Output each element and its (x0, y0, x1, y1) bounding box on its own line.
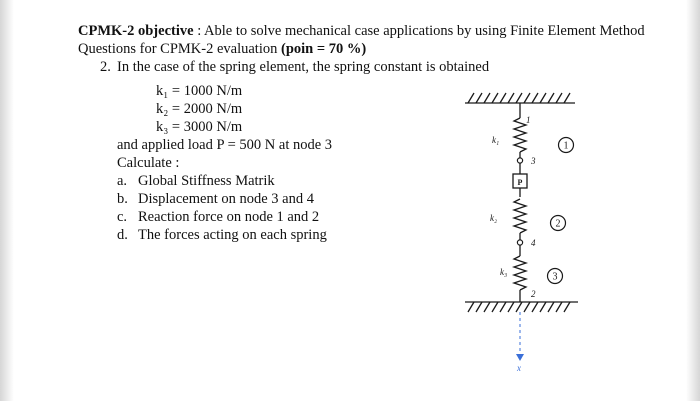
spring-constant-k2: k₂ = 2000 N/m (156, 101, 243, 117)
question-intro: In the case of the spring element, the spring constant is obtained (117, 59, 490, 75)
node-3 (517, 158, 522, 163)
item-text: Displacement on node 3 and 4 (138, 191, 314, 207)
question-number: 2. (100, 59, 111, 75)
questions-line (78, 40, 366, 58)
spring-k3 (514, 256, 526, 290)
spring-label-k2: k₂ (490, 213, 498, 223)
spring-constant-k3: k₃ = 3000 N/m (156, 119, 243, 135)
questions-text: Questions for CPMK-2 evaluation (78, 41, 281, 57)
item-marker: a. (117, 173, 128, 189)
calculate-label: Calculate : (117, 155, 180, 171)
objective-label: CPMK-2 objective (78, 23, 194, 39)
item-text: The forces acting on each spring (138, 227, 327, 243)
item-text: Reaction force on node 1 and 2 (138, 209, 320, 225)
questions-weight: (poin = 70 %) (280, 41, 367, 57)
node-label-1: 1 (526, 115, 531, 125)
objective-line (78, 22, 645, 40)
bottom-fixed-support (465, 302, 578, 312)
spring-label-k1: k₁ (492, 135, 500, 145)
x-axis-label: x (517, 363, 521, 373)
node-4 (517, 240, 522, 245)
item-text: Global Stiffness Matrik (138, 173, 275, 189)
spring-k1 (514, 118, 526, 152)
node-label-3: 3 (531, 156, 536, 166)
objective-text: : Able to solve mechanical case applications by using Finite Element Method (193, 23, 645, 39)
node-label-2: 2 (531, 289, 536, 299)
top-fixed-support (465, 93, 575, 103)
spring-constant-k1: k₁ = 1000 N/m (156, 83, 243, 99)
page-shadow-right (686, 0, 700, 401)
item-marker: b. (117, 191, 128, 207)
load-label: P (517, 178, 523, 187)
page-shadow-left (0, 0, 14, 401)
item-marker: d. (117, 227, 128, 243)
item-marker: c. (117, 209, 128, 225)
element-label-3: 3 (552, 271, 558, 283)
spring-system-diagram (455, 80, 595, 380)
spring-label-k3: k₃ (500, 267, 508, 277)
spring-k2 (514, 199, 526, 233)
node-label-4: 4 (531, 238, 536, 248)
load-statement: and applied load P = 500 N at node 3 (117, 137, 333, 153)
element-label-1: 1 (563, 140, 569, 152)
x-axis-arrow-icon (516, 354, 524, 361)
element-label-2: 2 (555, 218, 561, 230)
